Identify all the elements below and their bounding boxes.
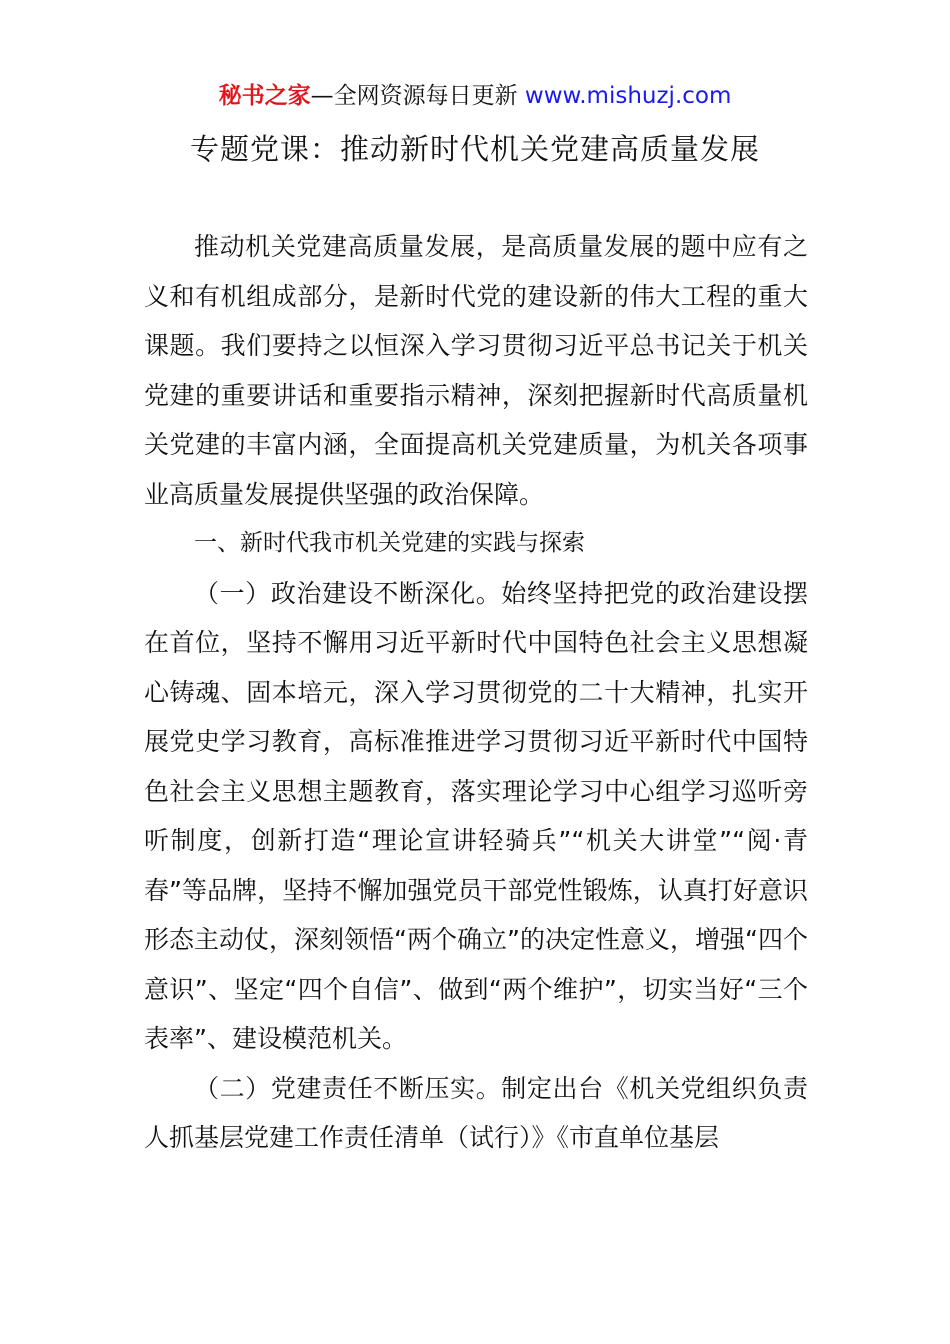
site-brand: 秘书之家 (218, 83, 311, 109)
body-paragraph: （一）政治建设不断深化。始终坚持把党的政治建设摆在首位，坚持不懈用习近平新时代中国特色社会主义思想凝心铸魂、固本培元，深入学习贯彻党的二十大精神，扎实开展党史学习教育，高标准推进学习贯彻习近平新时代中国特色社会主义思想主题教育，落实理论学习中心组学习巡听旁听制度，创新打造“理论宣讲轻骑兵”“机关大讲堂”“阅·青春”等品牌，坚持不懈加强党员干部党性锻炼，认真打好意识形态主动仗，深刻领悟“两个确立”的决定性意义，增强“四个意识”、坚定“四个自信”、做到“两个维护”，切实当好“三个表率”、建设模范机关。 (144, 578, 808, 1053)
document-body (144, 222, 808, 1163)
site-header (0, 80, 950, 112)
intro-paragraph: 推动机关党建高质量发展，是高质量发展的题中应有之义和有机组成部分，是新时代党的建设新的伟大工程的重大课题。我们要持之以恒深入学习贯彻习近平总书记关于机关党建的重要讲话和重要指示精神，深刻把握新时代高质量机关党建的丰富内涵，全面提高机关党建质量，为机关各项事业高质量发展提供坚强的政治保障。 (144, 232, 808, 509)
site-url[interactable]: www.mishuzj.com (524, 83, 732, 109)
section-heading: 一、新时代我市机关党建的实践与探索 (194, 530, 585, 556)
document-title: 专题党课：推动新时代机关党建高质量发展 (189, 132, 760, 166)
site-tagline: —全网资源每日更新 (310, 83, 525, 109)
body-paragraph: （二）党建责任不断压实。制定出台《机关党组织负责人抓基层党建工作责任清单（试行）》《市直单位基层 (144, 1073, 808, 1152)
